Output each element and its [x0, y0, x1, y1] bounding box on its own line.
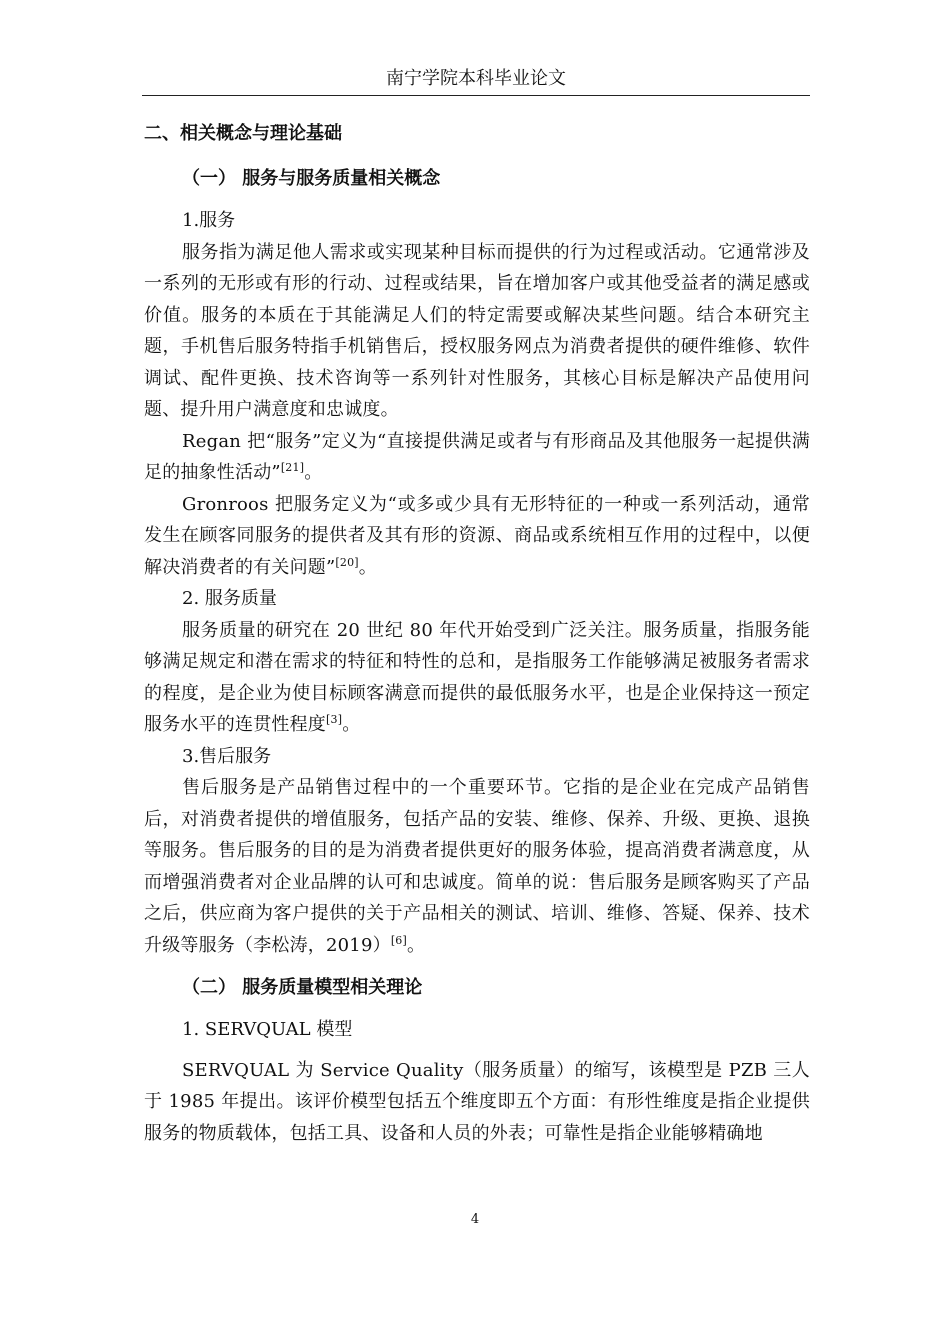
- paragraph-service-quality: [144, 615, 810, 741]
- subsection-title-2: （二） 服务质量模型相关理论: [182, 977, 423, 998]
- paragraph-service-quality-end: 。: [342, 714, 361, 735]
- paragraph-after-sales-text: 售后服务是产品销售过程中的一个重要环节。它指的是企业在完成产品销售后，对消费者提供的增值服务，包括产品的安装、维修、保养、升级、更换、退换等服务。售后服务的目的是为消费者提供更好的服务体验，提高消费者满意度，从而增强消费者对企业品牌的认可和忠诚度。简单的说：售后服务是顾客购买了产品之后，供应商为客户提供的关于产品相关的测试、培训、维修、答疑、保养、技术升级等服务（李松涛，2019）: [144, 777, 810, 956]
- header-rule: [142, 95, 810, 96]
- paragraph-service-definition: 服务指为满足他人需求或实现某种目标而提供的行为过程或活动。它通常涉及一系列的无形或有形的行动、过程或结果，旨在增加客户或其他受益者的满足感或价值。服务的本质在于其能满足人们的特定需要或解决某些问题。结合本研究主题，手机售后服务特指手机销售后，授权服务网点为消费者提供的硬件维修、软件调试、配件更换、技术咨询等一系列针对性服务，其核心目标是解决产品使用问题、提升用户满意度和忠诚度。: [144, 241, 810, 420]
- paragraph-gronroos-end: 。: [358, 556, 377, 578]
- paragraph-servqual: SERVQUAL 为 Service Quality（服务质量）的缩写，该模型是 PZB 三人于 1985 年提出。该评价模型包括五个维度即五个方面：有形性维度是指企业提供服务的物质载体，包括工具、设备和人员的外表；可靠性是指企业能够精确地: [144, 1059, 810, 1144]
- paragraph-after-sales: [144, 772, 810, 961]
- subsubsection-title-service-quality: 2. 服务质量: [182, 588, 277, 609]
- subsection-title-1: （一） 服务与服务质量相关概念: [182, 168, 441, 189]
- paragraph-regan-text: Regan 把“服务”定义为“直接提供满足或者与有形商品及其他服务一起提供满足的抽象性活动”: [144, 430, 810, 483]
- citation-20: [20]: [335, 555, 359, 569]
- paragraph-gronroos: [144, 489, 810, 584]
- paragraph-gronroos-text: Gronroos 把服务定义为“或多或少具有无形特征的一种或一系列活动，通常发生在顾客同服务的提供者及其有形的资源、商品或系统相互作用的过程中，以便解决消费者的有关问题”: [144, 493, 810, 578]
- running-header: 南宁学院本科毕业论文: [386, 68, 566, 89]
- subsubsection-title-after-sales: 3.售后服务: [182, 745, 272, 767]
- paragraph-after-sales-end: 。: [407, 934, 426, 956]
- paragraph-service-quality-text: 服务质量的研究在 20 世纪 80 年代开始受到广泛关注。服务质量，指服务能够满足规定和潜在需求的特征和特性的总和，是指服务工作能够满足被服务者需求的程度，是企业为使目标顾客满意而提供的最低服务水平，也是企业保持这一预定服务水平的连贯性程度: [144, 619, 810, 735]
- section-title: 二、相关概念与理论基础: [144, 123, 342, 144]
- citation-3: [3]: [326, 713, 343, 726]
- subsubsection-title-service: 1.服务: [182, 210, 236, 231]
- page-number: 4: [470, 1212, 480, 1227]
- citation-6: [6]: [390, 933, 407, 947]
- paragraph-regan-end: 。: [304, 462, 323, 483]
- page-body: [144, 119, 810, 1149]
- paragraph-regan: [144, 426, 810, 489]
- subsubsection-title-servqual: 1. SERVQUAL 模型: [182, 1019, 353, 1040]
- citation-21: [21]: [280, 461, 305, 474]
